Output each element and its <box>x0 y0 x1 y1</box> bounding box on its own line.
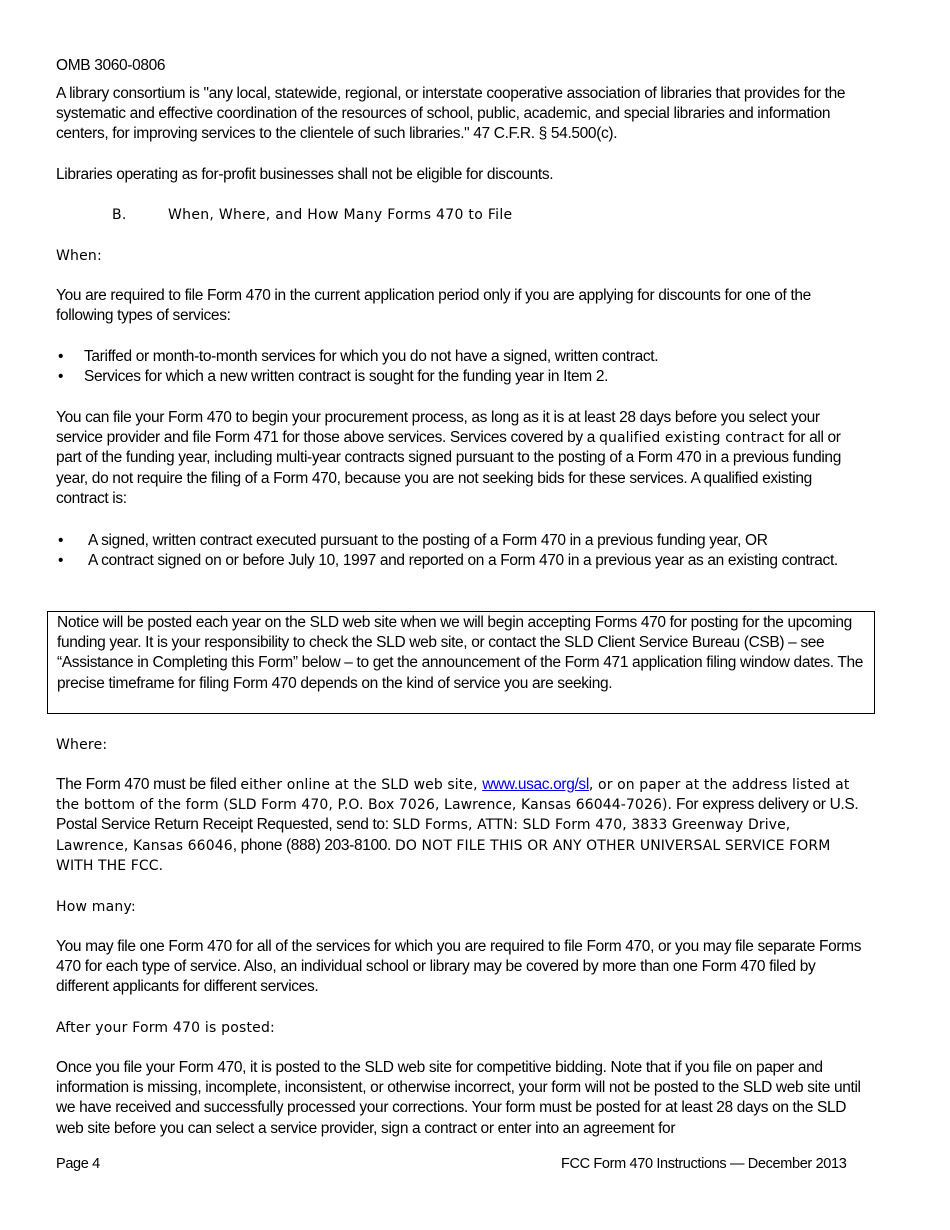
consortium-paragraph: A library consortium is "any local, statewide, regional, or interstate cooperative association of libraries that provides for the systematic and effective coordination of the resources of school, public, academic, and special libraries and information centers, for improving services to the clientele of such libraries." 47 C.F.R. § 54.500(c). <box>56 85 846 143</box>
usac-web-link[interactable]: www.usac.org/sl <box>482 776 589 793</box>
omb-number: OMB 3060-0806 <box>56 57 166 74</box>
bullet-icon: • <box>58 348 64 365</box>
page-number: Page 4 <box>56 1156 100 1172</box>
section-b-title: When, Where, and How Many Forms 470 to File <box>168 207 513 223</box>
when-intro-paragraph: You are required to file Form 470 in the current application period only if you are applying for discounts for one of the following types of services: <box>56 287 811 325</box>
do-not-file-warning: DO NOT FILE THIS OR ANY OTHER UNIVERSAL SERVICE FORM WITH THE FCC. <box>56 837 831 874</box>
after-posted-heading: After your Form 470 is posted: <box>56 1020 275 1036</box>
notice-text: Notice will be posted each year on the SLD web site when we will begin accepting Forms 470 for posting for the upcoming funding year. It is your responsibility to check the SLD web site, or contact the SLD Client Service Bureau (CSB) – see “Assistance in Completing this Form” below – to get the announcement of the Form 471 application filing window dates. The precise timeframe for filing Form 470 depends on the kind of service you are seeking. <box>57 614 864 692</box>
list-item: • A contract signed on or before July 10, 1997 and reported on a Form 470 in a previous year as an existing contract. <box>56 551 866 571</box>
section-b-number: B. <box>112 207 127 223</box>
where-heading: Where: <box>56 737 108 753</box>
notice-box <box>47 611 875 714</box>
how-many-heading: How many: <box>56 899 136 915</box>
bullet-icon: • <box>58 368 64 386</box>
qualified-contract-list <box>56 531 866 571</box>
list-item: • Tariffed or month-to-month services for which you do not have a signed, written contract. <box>56 347 866 367</box>
list-item: • Services for which a new written contract is sought for the funding year in Item 2. <box>56 367 866 387</box>
footer-title: FCC Form 470 Instructions — December 2013 <box>561 1156 847 1172</box>
when-heading: When: <box>56 248 102 264</box>
procurement-paragraph: You can file your Form 470 to begin your procurement process, as long as it is at least 28 days before you select your service provider and file Form 471 for those above services. Services covered by a qualified existing contract for all or part of the funding year, including multi-year contracts signed pursuant to the posting of a Form 470 in a previous funding year, do not require the filing of a Form 470, because you are not seeking bids for these services. A qualified existing contract is: <box>56 409 841 507</box>
bullet-icon: • <box>58 552 64 570</box>
mailing-address: SLD Forms, ATTN: SLD Form 470, 3833 Greenway Drive, Lawrence, Kansas 66046 <box>56 817 791 854</box>
how-many-paragraph: You may file one Form 470 for all of the services for which you are required to file Form 470, or you may file separate Forms 470 for each type of service. Also, an individual school or library may be covered by more than one Form 470 filed by different applicants for different services. <box>56 938 862 996</box>
list-item: • A signed, written contract executed pursuant to the posting of a Form 470 in a previous funding year, OR <box>56 531 866 551</box>
bullet-icon: • <box>58 532 64 549</box>
after-posted-paragraph: Once you file your Form 470, it is posted to the SLD web site for competitive bidding. Note that if you file on paper and information is missing, incomplete, inconsistent, or otherwise incorrect, your form will not be posted to the SLD web site until we have received and successfully processed your corrections. Your form must be posted for at least 28 days on the SLD web site before you can select a service provider, sign a contract or enter into an agreement for <box>56 1059 861 1137</box>
qualified-existing-contract-term: qualified existing contract <box>599 430 785 447</box>
service-types-list <box>56 347 866 387</box>
where-paragraph: The Form 470 must be filed either online at the SLD web site, www.usac.org/sl, or on paper at the address listed at the bottom of the form (SLD Form 470, P.O. Box 7026, Lawrence, Kansas 66044-7026). For express delivery or U.S. Postal Service Return Receipt Requested, send to: SLD Forms, ATTN: SLD Form 470, 3833 Greenway Drive, Lawrence, Kansas 66046, phone (888) 203-8100. DO NOT FILE THIS OR ANY OTHER UNIVERSAL SERVICE FORM WITH THE FCC. <box>56 776 859 874</box>
for-profit-paragraph: Libraries operating as for-profit businesses shall not be eligible for discounts. <box>56 166 554 183</box>
section-b-heading <box>112 205 512 225</box>
